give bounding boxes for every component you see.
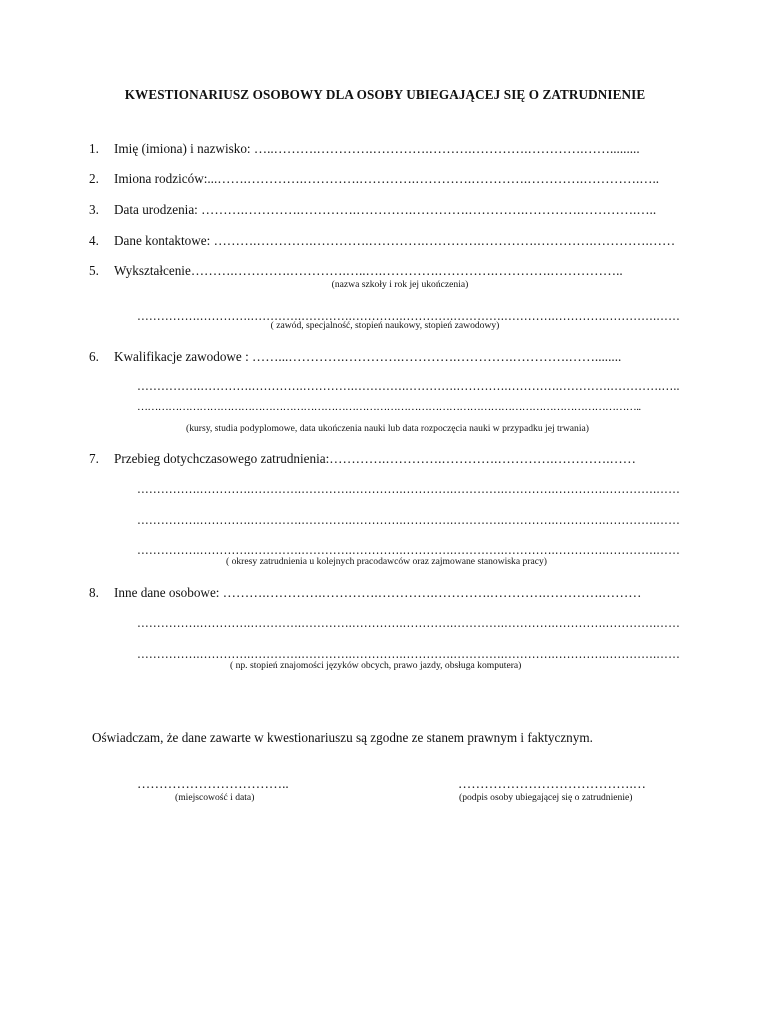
place-date-label: (miejscowość i data) (175, 792, 255, 803)
q5-answer-line: …………….………….………….………….………….………….………….………….………….………….…… (137, 308, 680, 323)
q5-hint-profession: ( zawód, specjalność, stopień naukowy, stopień zawodowy) (270, 320, 500, 331)
q4-label: Dane kontaktowe: ……….………….………….………….………….………….………….………….…… (114, 233, 676, 248)
q2-number: 2. (89, 171, 99, 186)
q6-number: 6. (89, 349, 99, 364)
q8-answer-line-1: …………….………….………….………….………….………….………….………….………….………….…… (137, 615, 680, 630)
q3-label: Data urodzenia: ……….………….………….………….………….………….………….………….….. (114, 202, 657, 217)
q8-answer-line-2: …………….………….………….………….………….………….………….………….………….………….…… (137, 646, 680, 661)
q6-answer-line-2: ……………………………………………………………………………………………………………………………….. (137, 401, 641, 413)
q7-answer-line-2: …………….………….………….………….………….………….………….………….………….………….…… (137, 512, 680, 527)
document-title: KWESTIONARIUSZ OSOBOWY DLA OSOBY UBIEGAJĄCEJ SIĘ O ZATRUDNIENIE (124, 87, 646, 102)
q5-label: Wykształcenie……….………….………….…..….………….………….………….…………….. (114, 263, 623, 278)
q7-answer-line-1: …………….………….………….………….………….………….………….………….………….………….…… (137, 481, 680, 496)
q4-number: 4. (89, 233, 99, 248)
q7-answer-line-3: …………….………….………….………….………….………….………….………….………….………….…… (137, 542, 680, 557)
q6-hint: (kursy, studia podyplomowe, data ukończenia nauki lub data rozpoczęcia nauki w przypadku jej trwania) (186, 423, 589, 434)
q5-number: 5. (89, 263, 99, 278)
signature-label: (podpis osoby ubiegającej się o zatrudnienie) (459, 792, 633, 803)
q7-label: Przebieg dotychczasowego zatrudnienia:………….………….………….………….………….…… (114, 451, 636, 466)
q8-number: 8. (89, 585, 99, 600)
q5-hint-school: (nazwa szkoły i rok jej ukończenia) (331, 279, 469, 290)
q6-label: Kwalifikacje zawodowe : ……...………….………….………….………….………….……........ (114, 349, 622, 364)
q1-label: Imię (imiona) i nazwisko: …..……….………….………….……….………….………….……......... (114, 141, 640, 156)
signature-line: ………………………………….… (458, 776, 646, 791)
place-date-line: …………………………….. (137, 776, 289, 791)
q7-hint: ( okresy zatrudnienia u kolejnych pracodawców oraz zajmowane stanowiska pracy) (226, 556, 547, 567)
q8-hint: ( np. stopień znajomości języków obcych, prawo jazdy, obsługa komputera) (230, 660, 522, 671)
q3-number: 3. (89, 202, 99, 217)
q8-label: Inne dane osobowe: ……….………….………….………….………….………….………….……… (114, 585, 642, 600)
q6-answer-line-1: …………….………….………….………….………….………….………….………….………….………….….. (137, 378, 680, 393)
q7-number: 7. (89, 451, 99, 466)
declaration-statement: Oświadczam, że dane zawarte w kwestionariuszu są zgodne ze stanem prawnym i faktycznym. (92, 730, 593, 745)
q2-label: Imiona rodziców:...…….………….………….………….………….………….………….………….….. (114, 171, 660, 186)
q1-number: 1. (89, 141, 99, 156)
